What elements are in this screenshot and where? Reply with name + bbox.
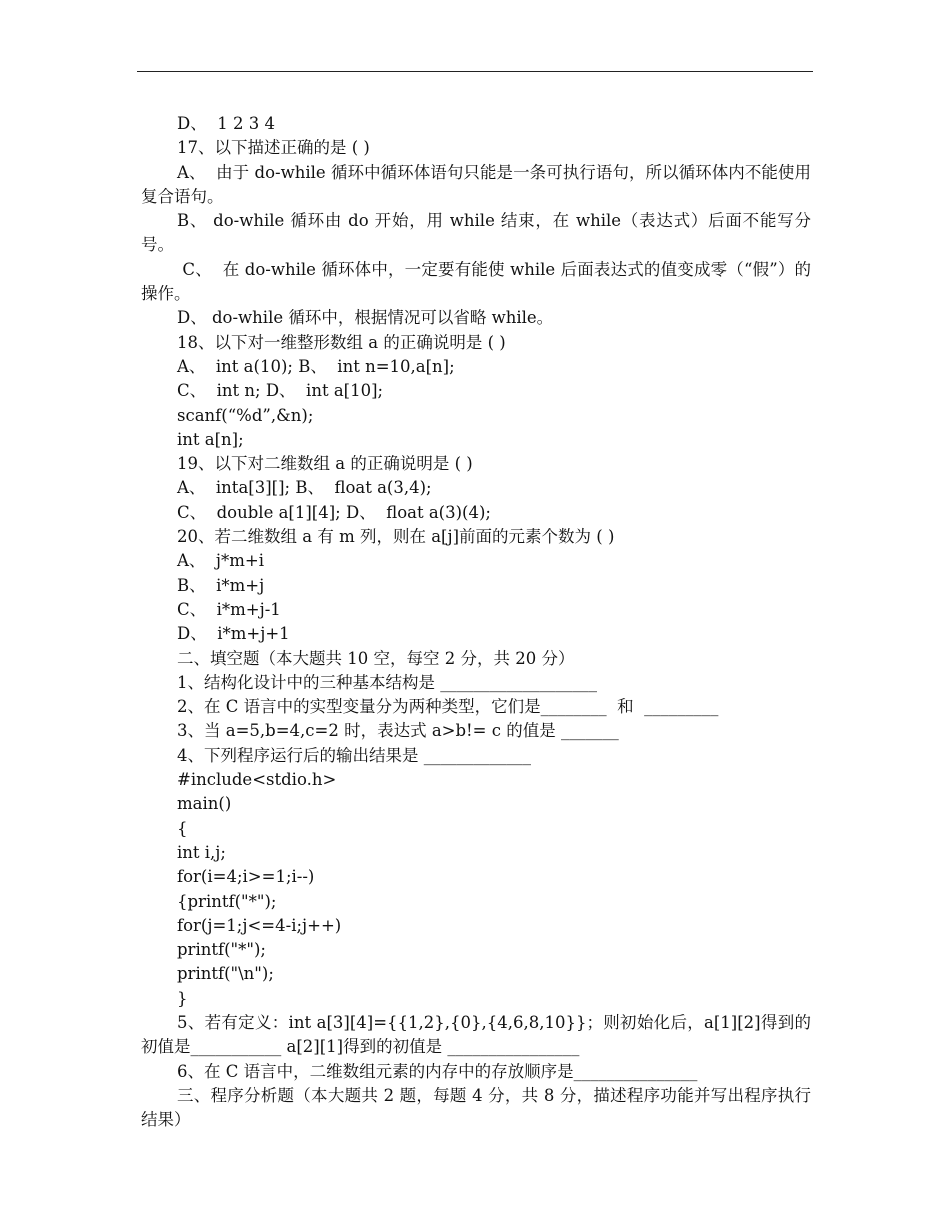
text-line: D、 1 2 3 4: [177, 114, 275, 133]
text-line: A、 inta[3][]; B、 float a(3,4);: [177, 478, 432, 498]
text-line: 3、当 a=5,b=4,c=2 时，表达式 a>b!= c 的值是 _______: [177, 721, 619, 741]
text-line: }: [177, 988, 188, 1008]
text-line: #include<stdio.h>: [177, 770, 337, 790]
text-line: C、 int n; D、 int a[10];: [177, 381, 384, 401]
text-line: 19、以下对二维数组 a 的正确说明是 ( ): [177, 454, 473, 474]
header-rule: [137, 71, 813, 72]
text-line: {: [177, 818, 188, 838]
text-line: 4、下列程序运行后的输出结果是 _____________: [177, 745, 531, 765]
text-line: 5、若有定义：int a[3][4]={{1,2},{0},{4,6,8,10}}；则初始化后，a[1][2]得到的初值是___________ a[2][1]得到的初值是 ________________: [141, 1012, 811, 1057]
text-line: B、 i*m+j: [177, 575, 265, 595]
text-line: C、 double a[1][4]; D、 float a(3)(4);: [177, 502, 491, 522]
text-line: 17、以下描述正确的是 ( ): [177, 138, 370, 158]
text-line: main(): [177, 794, 232, 814]
text-line: 20、若二维数组 a 有 m 列，则在 a[j]前面的元素个数为 ( ): [177, 527, 615, 547]
text-line: printf("*");: [177, 940, 266, 960]
text-line: 二、填空题（本大题共 10 空，每空 2 分，共 20 分）: [177, 648, 575, 668]
text-line: int a[n];: [177, 429, 244, 449]
text-line: 2、在 C 语言中的实型变量分为两种类型，它们是________ 和 _________: [177, 697, 719, 717]
text-line: int i,j;: [177, 842, 226, 862]
text-line: B、 do-while 循环由 do 开始，用 while 结束，在 while（表达式）后面不能写分号。: [141, 211, 811, 255]
text-line: 三、程序分析题（本大题共 2 题，每题 4 分，共 8 分，描述程序功能并写出程序执行结果）: [141, 1085, 811, 1130]
text-line: for(i=4;i>=1;i--): [177, 867, 315, 887]
document-body: [141, 112, 811, 1132]
text-line: 6、在 C 语言中，二维数组元素的内存中的存放顺序是_______________: [177, 1061, 698, 1081]
text-line: A、 j*m+i: [177, 551, 265, 571]
text-line: 18、以下对一维整形数组 a 的正确说明是 ( ): [177, 332, 506, 352]
text-line: scanf(“%d”,&n);: [177, 405, 314, 425]
text-line: D、 do-while 循环中，根据情况可以省略 while。: [177, 308, 554, 328]
text-line: A、 由于 do-while 循环中循环体语句只能是一条可执行语句，所以循环体内不能使用复合语句。: [141, 162, 811, 206]
text-line: printf("\n");: [177, 964, 274, 984]
text-line: D、 i*m+j+1: [177, 624, 290, 644]
text-line: C、 在 do-while 循环体中，一定要有能使 while 后面表达式的值变成零（“假”）的操作。: [141, 259, 811, 304]
text-line: 1、结构化设计中的三种基本结构是 ___________________: [177, 672, 597, 692]
text-line: {printf("*");: [177, 891, 277, 911]
text-line: A、 int a(10); B、 int n=10,a[n];: [177, 356, 455, 376]
text-line: C、 i*m+j-1: [177, 599, 281, 619]
text-line: for(j=1;j<=4-i;j++): [177, 915, 342, 935]
